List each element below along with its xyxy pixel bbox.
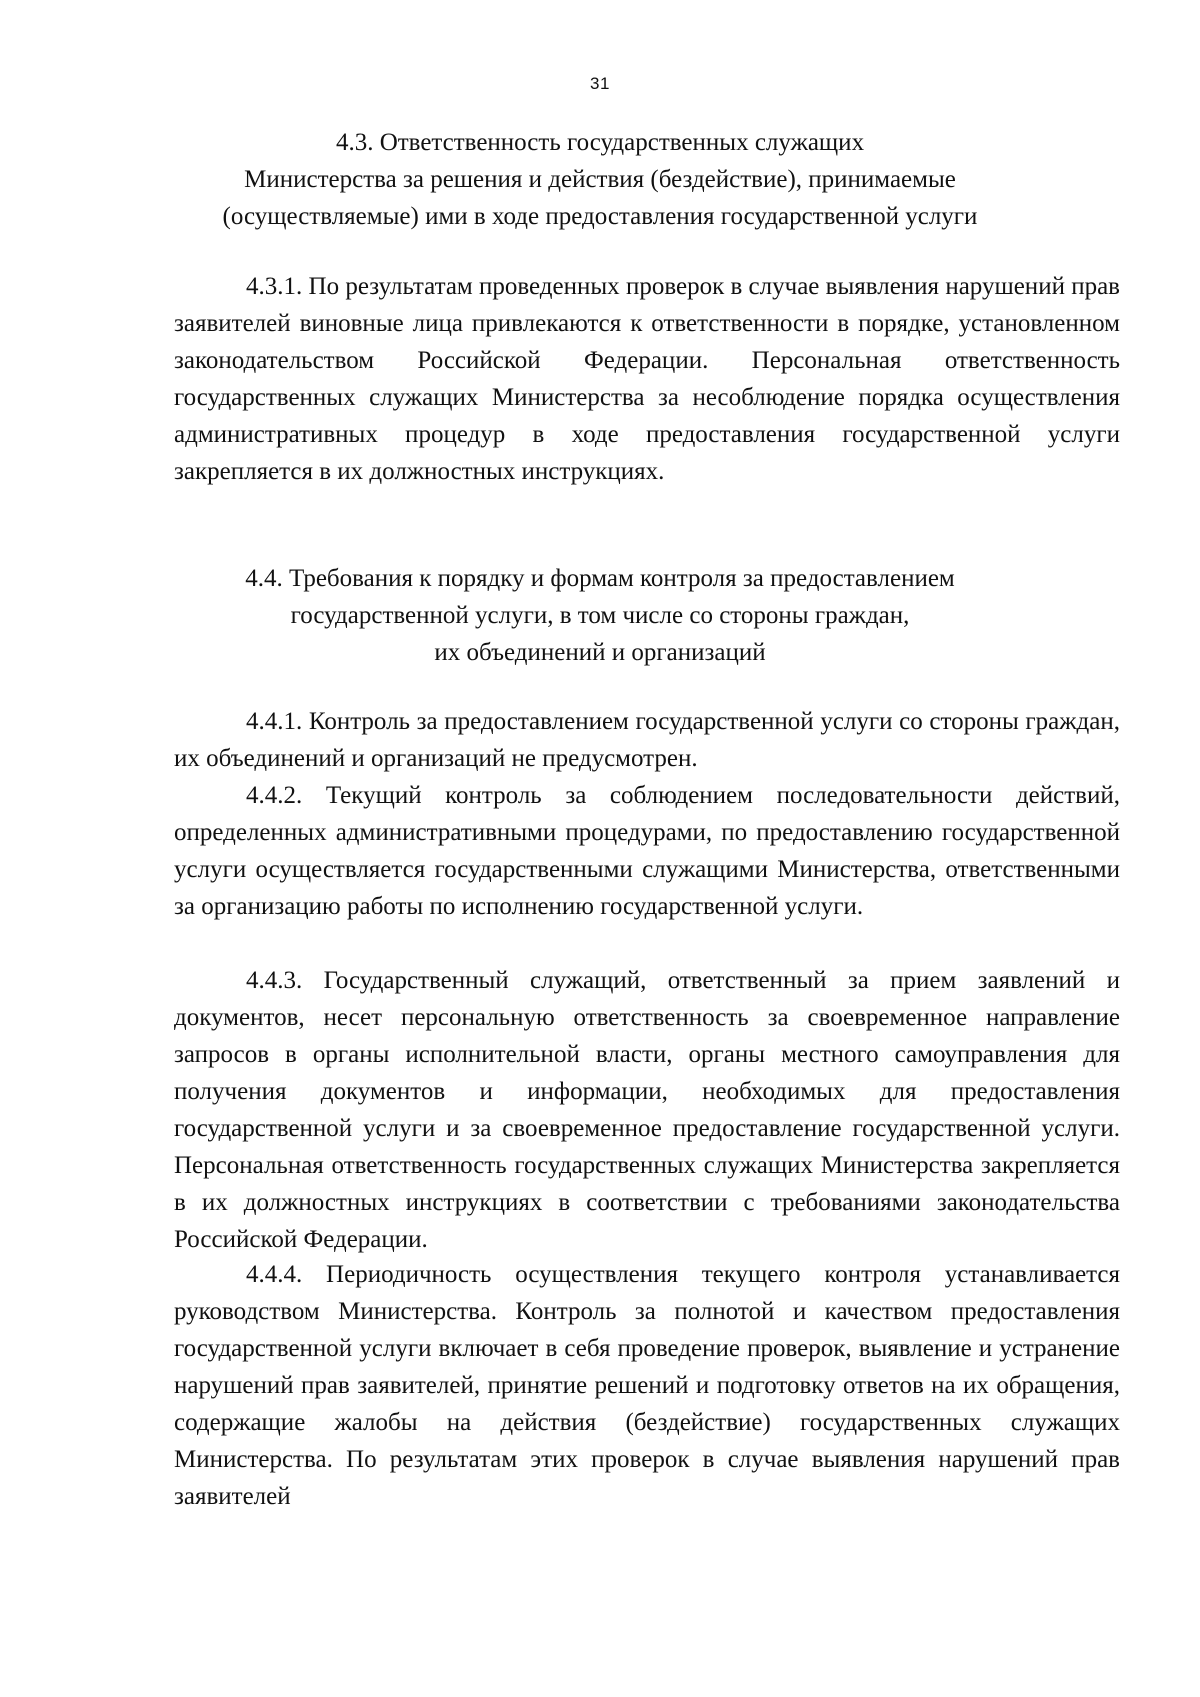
heading-line: государственной услуги, в том числе со стороны граждан, [290, 602, 910, 629]
heading-line: Министерства за решения и действия (бездействие), принимаемые [244, 166, 956, 193]
paragraph-4-4-1: 4.4.1. Контроль за предоставлением государственной услуги со стороны граждан, их объединений и организаций не предусмотрен. [174, 708, 1120, 772]
paragraph-4-3-1: 4.3.1. По результатам проведенных проверок в случае выявления нарушений прав заявителей виновные лица привлекаются к ответственности в порядке, установленном законодательством Российской Федерации. Персональная ответственность государственных служащих Министерства за несоблюдение порядка осуществления административных процедур в ходе предоставления государственной услуги закрепляется в их должностных инструкциях. [174, 273, 1120, 485]
paragraph-4-4-2: 4.4.2. Текущий контроль за соблюдением последовательности действий, определенных административными процедурами, по предоставлению государственной услуги осуществляется государственными служащими Министерства, ответственными за организацию работы по исполнению государственной услуги. [174, 782, 1120, 920]
page-number: 31 [590, 74, 610, 93]
heading-line: 4.3. Ответственность государственных служащих [335, 129, 865, 156]
heading-line: их объединений и организаций [434, 639, 766, 666]
heading-line: (осуществляемые) ими в ходе предоставления государственной услуги [222, 203, 978, 230]
section-heading-4-4 [150, 560, 1050, 671]
paragraph-4-4-3: 4.4.3. Государственный служащий, ответственный за прием заявлений и документов, несет персональную ответственность за своевременное направление запросов в органы исполнительной власти, органы местного самоуправления для получения документов и информации, необходимых для предоставления государственной услуги и за своевременное предоставление государственной услуги. Персональная ответственность государственных служащих Министерства закрепляется в их должностных инструкциях в соответствии с требованиями законодательства Российской Федерации. [174, 967, 1120, 1253]
paragraph-4-4-4: 4.4.4. Периодичность осуществления текущего контроля устанавливается руководством Министерства. Контроль за полнотой и качеством предоставления государственной услуги включает в себя проведение проверок, выявление и устранение нарушений прав заявителей, принятие решений и подготовку ответов на их обращения, содержащие жалобы на действия (бездействие) государственных служащих Министерства. По результатам этих проверок в случае выявления нарушений прав заявителей [174, 1261, 1120, 1510]
heading-line: 4.4. Требования к порядку и формам контроля за предоставлением [245, 565, 955, 592]
section-heading-4-3 [150, 124, 1050, 235]
